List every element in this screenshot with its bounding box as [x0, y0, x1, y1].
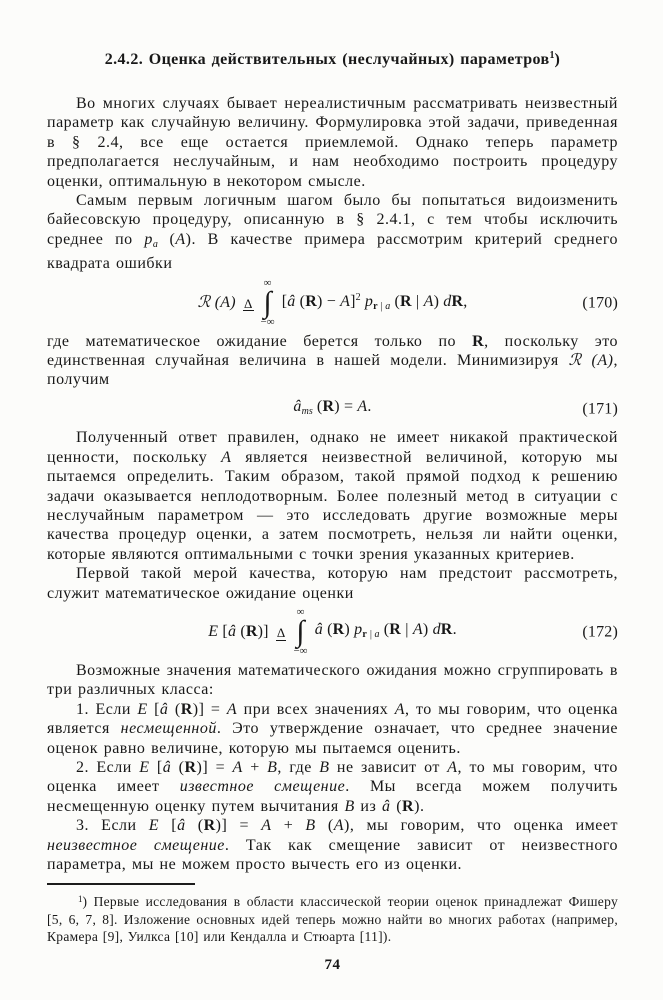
integral-upper-limit: ∞ — [296, 605, 305, 618]
equation-body — [208, 607, 457, 657]
paragraph: Самым первым логичным шагом было бы попытаться видоизменить байесовскую процедуру, описанную в § 2.4.1, с тем чтобы исключить среднее по pa (A). В качестве примера рассмотрим критерий среднего квадрата ошибки — [47, 192, 618, 273]
page-number: 74 — [324, 957, 341, 974]
equation-rhs: [â (R) − A]$^2$ pr | a (R | A) dR, — [277, 292, 468, 313]
list-item: 3. Если E [â (R)] = A + B (A), мы говорим, что оценка имеет неизвестное смещение. Так как смещение зависит от неизвестного параметра, мы не можем просто вычесть его из оценки. — [47, 817, 618, 873]
equation-170 — [47, 278, 618, 328]
section-heading: 2.4.2. Оценка действительных (неслучайных) параметров$^1$) — [104, 50, 561, 68]
equation-171 — [47, 397, 618, 421]
equation-body — [293, 397, 371, 421]
paragraph: где математическое ожидание берется только по R, поскольку это единственная случайная величина в нашей модели. Минимизируя ℛ (A), получим — [47, 332, 618, 389]
equation-number: (170) — [582, 293, 618, 311]
equation-lhs: ℛ (A) Δ — [197, 293, 253, 311]
integral-upper-limit: ∞ — [263, 276, 272, 289]
equation-number: (171) — [582, 400, 618, 418]
integral — [293, 607, 307, 657]
integral-sign: ∫ — [263, 285, 272, 319]
footnote-divider — [47, 883, 195, 885]
equation-body — [198, 278, 468, 328]
equation-number: (172) — [582, 623, 618, 641]
paragraph: Возможные значения математического ожидания можно сгруппировать в три различных класса: — [47, 661, 618, 699]
equation-rhs: â (R) pr | a (R | A) dR. — [314, 620, 457, 640]
equation-172 — [47, 607, 618, 657]
integral-sign: ∫ — [296, 614, 305, 648]
integral — [261, 278, 275, 328]
integral-lower-limit: −∞ — [293, 644, 308, 657]
paragraph: Во многих случаях бывает нереалистичным рассматривать неизвестный параметр как случайную величину. Формулировка этой задачи, приведенная в § 2.4, все еще остается приемлемой. Однако теперь параметр предполагается неслучайным, и нам необходимо построить процедуру оценки, оптимальную в некотором смысле. — [47, 95, 618, 190]
list-item: 1. Если E [â (R)] = A при всех значениях A, то мы говорим, что оценка является несмещенной. Это утверждение означает, что среднее значение оценок равно величине, которую мы пытаемся оценить. — [47, 700, 619, 757]
integral-lower-limit: −∞ — [260, 315, 275, 328]
equation-lhs: E [â (R)] Δ — [208, 623, 286, 641]
list-item: 2. Если E [â (R)] = A + B, где B не зависит от A, то мы говорим, что оценка имеет известное смещение. Мы всегда можем получить несмещенную оценку путем вычитания B из â (R). — [47, 758, 618, 815]
equation-expression: âms (R) = A. — [293, 397, 372, 417]
footnote: $^1$) Первые исследования в области классической теории оценок принадлежат Фишеру [5, 6, 7, 8]. Изложение основных идей теперь можно найти во многих работах (например, Крамера [9], Уилкса [10] или Кендалла и Стюарта [11]). — [47, 894, 618, 944]
paragraph: Полученный ответ правилен, однако не имеет никакой практической ценности, поскольку A является неизвестной величиной, которую мы пытаемся определить. Таким образом, такой прямой подход к решению задачи оказывается неплодотворным. Более полезный метод в ситуации с неслучайным параметром — это исследовать другие возможные меры качества процедур оценки, а затем посмотреть, нельзя ли найти оценки, которые являются оптимальными с точки зрения указанных критериев. — [47, 429, 619, 563]
paragraph: Первой такой мерой качества, которую нам предстоит рассмотреть, служит математическое ожидание оценки — [47, 565, 618, 602]
